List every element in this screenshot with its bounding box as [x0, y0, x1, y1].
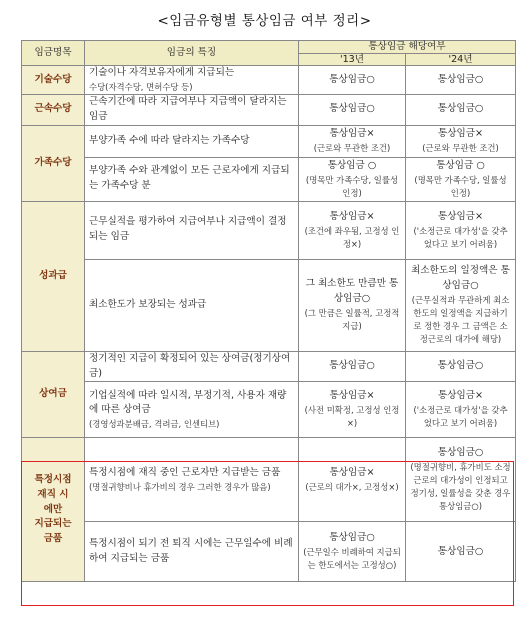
category-line: 특정시점: [34, 473, 72, 485]
status-2024: 통상임금○: [406, 95, 516, 126]
category-label: 근속수당: [22, 95, 85, 126]
status-text: 통상임금×: [437, 128, 484, 140]
feature-cell: [85, 382, 299, 438]
status-note: (조건에 좌우됨, 고정성 인정×): [304, 225, 400, 249]
category-label: 가족수당: [22, 125, 85, 201]
status-2013: [299, 382, 406, 438]
category-label: [22, 438, 85, 582]
status-note: (명목만 가족수당, 일률성 인정): [414, 174, 507, 198]
status-2024: [406, 125, 516, 157]
category-label: 상여금: [22, 351, 85, 438]
status-text: 통상임금×: [329, 128, 375, 140]
status-2013: [299, 201, 406, 259]
status-note: (근로의 대가×, 고정성×): [305, 481, 399, 492]
table-row: [22, 438, 516, 522]
status-note: ('소정근로 대가성'을 갖추었다고 보기 어려움): [413, 405, 508, 429]
feature-cell: [85, 66, 299, 95]
feature-text: 기업실적에 따라 일시적, 부정기적, 사용자 재량에 따른 상여금: [89, 389, 287, 416]
status-2013: [299, 259, 406, 351]
category-line: 지급되는: [34, 518, 72, 530]
feature-text: 기술이나 자격보유자에게 지급되는: [89, 67, 235, 79]
status-text: 통상임금×: [329, 210, 375, 222]
feature-note: (경영성과분배금, 격려금, 인센티브): [89, 419, 220, 430]
table-row: [22, 382, 516, 438]
status-note: (근로와 무관한 조건): [313, 143, 391, 154]
status-note: (근로와 무관한 조건): [422, 143, 499, 154]
header-ordinary-wage-status: 통상임금 해당여부: [299, 41, 516, 54]
header-year-2024: '24년: [406, 54, 516, 66]
category-line: 금품: [43, 533, 63, 545]
feature-text: 근무실적을 평가하여 지급여부나 지급액이 결정되는 임금: [85, 201, 299, 259]
table-row: [22, 157, 516, 201]
header-wage-feature: 임금의 특징: [85, 41, 299, 66]
category-line: 에만: [43, 503, 63, 515]
status-text: 통상임금○: [437, 447, 484, 459]
feature-text: 최소한도가 보장되는 성과급: [85, 259, 299, 351]
status-text: 통상임금×: [437, 390, 484, 402]
status-2024: [406, 382, 516, 438]
status-text: 통상임금×: [329, 467, 375, 478]
feature-note: (명절귀향비나 휴가비의 경우 그러한 경우가 많음): [89, 481, 271, 492]
status-note: (근무실적과 무관하게 최소한도의 일정액을 지급하기로 정한 경우 그 금액은 소정근로의 대가에 해당): [411, 295, 510, 345]
status-note: ('소정근로 대가성'을 갖추었다고 보기 어려움): [413, 225, 508, 249]
table-row: [22, 351, 516, 382]
feature-text: 부양가족 수에 따라 달라지는 가족수당: [85, 125, 299, 157]
table-row: [22, 66, 516, 95]
table-row: [22, 259, 516, 351]
table-row: [22, 125, 516, 157]
status-2024: [406, 438, 516, 522]
wage-type-table: [21, 40, 516, 582]
status-2024: 통상임금○: [406, 351, 516, 382]
status-2024: [406, 259, 516, 351]
status-2024: 통상임금○: [406, 66, 516, 95]
status-note: (명절귀향비, 휴가비도 소정근로의 대가성이 인정되고 정기성, 일률성을 갖춘 경우 통상임금○): [410, 462, 511, 512]
status-text: 통상임금×: [437, 210, 484, 222]
status-2013: [299, 125, 406, 157]
feature-text: 특정시점이 되기 전 퇴직 시에는 근무일수에 비례하여 지급되는 금품: [85, 522, 299, 582]
status-note: (근무일수 비례하여 지급되는 한도에서는 고정성○): [303, 547, 401, 571]
status-note: (명목만 가족수당, 일률성 인정): [305, 174, 399, 198]
status-text: 통상임금○: [329, 532, 375, 544]
feature-note: 수당(자격수당, 면허수당 등): [89, 81, 193, 92]
feature-text: 근속기간에 따라 지급여부나 지급액이 달라지는 임금: [85, 95, 299, 126]
status-2013: [299, 438, 406, 522]
category-line: 재직 시: [37, 488, 69, 500]
status-text: 그 최소한도 만큼만 통상임금○: [305, 278, 399, 305]
feature-text: 정기적인 지급이 확정되어 있는 상여금(정기상여금): [85, 351, 299, 382]
status-2013: 통상임금○: [299, 66, 406, 95]
feature-text: 부양가족 수와 관계없이 모든 근로자에게 지급되는 가족수당 분: [85, 157, 299, 201]
status-2013: [299, 522, 406, 582]
table-row: [22, 95, 516, 126]
feature-cell: [85, 438, 299, 522]
page-title: <임금유형별 통상임금 여부 정리>: [157, 13, 372, 29]
status-2024: [406, 157, 516, 201]
status-2013: [299, 157, 406, 201]
status-2024: 통상임금○: [406, 522, 516, 582]
status-2013: 통상임금○: [299, 95, 406, 126]
status-text: 통상임금 ○: [327, 159, 377, 171]
table-row: [22, 522, 516, 582]
category-label: 성과급: [22, 201, 85, 351]
status-text: 최소한도의 일정액은 통상임금○: [411, 265, 510, 292]
header-wage-name: 임금명목: [22, 41, 85, 66]
table-row: [22, 201, 516, 259]
category-label: 기술수당: [22, 66, 85, 95]
status-2024: [406, 201, 516, 259]
status-2013: 통상임금○: [299, 351, 406, 382]
status-note: (그 만큼은 일률적, 고정적 지급): [304, 308, 400, 332]
feature-text: 특정시점에 재직 중인 근로자만 지급받는 금품: [89, 467, 281, 478]
status-text: 통상임금 ○: [436, 159, 485, 171]
status-note: (사전 미확정, 고정성 인정×): [304, 405, 400, 429]
header-year-2013: '13년: [299, 54, 406, 66]
status-text: 통상임금×: [329, 390, 375, 402]
